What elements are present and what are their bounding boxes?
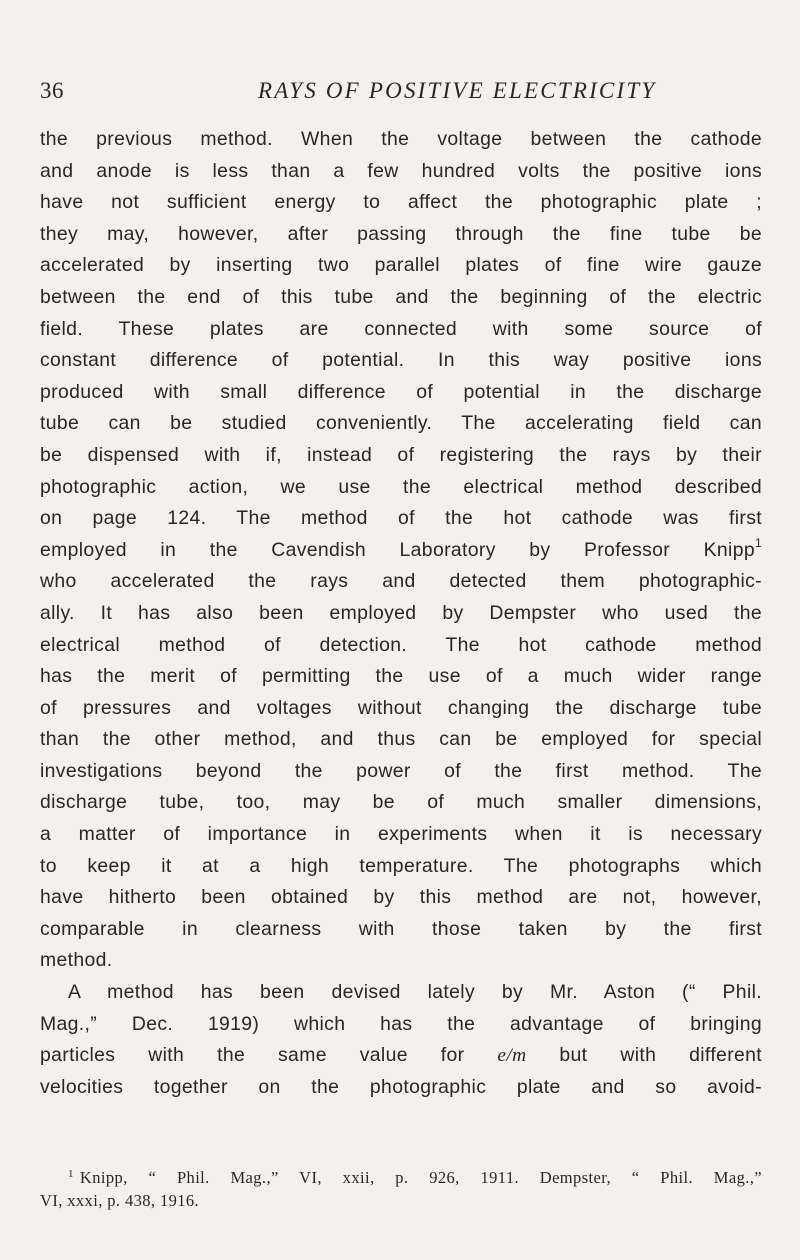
text-line: than the other method, and thus can be employed for special — [40, 728, 762, 751]
text-line: between the end of this tube and the beginning of the electric — [40, 285, 762, 308]
text-line: investigations beyond the power of the first method. The — [40, 759, 762, 782]
text-line: electrical method of detection. The hot cathode method — [40, 633, 762, 656]
text-line: velocities together on the photographic plate and so avoid- — [40, 1075, 762, 1098]
text-line: have hitherto been obtained by this method are not, however, — [40, 886, 762, 909]
text-line: field. These plates are connected with some source of — [40, 317, 762, 340]
text-line: who accelerated the rays and detected them photographic- — [40, 570, 762, 593]
text-line: Mag.,” Dec. 1919) which has the advantage of bringing — [40, 1012, 762, 1035]
text-segment: employed in the Cavendish Laboratory by Professor Knipp — [40, 538, 755, 561]
footnote-mark: 1 — [68, 1168, 74, 1180]
text-segment: but with different — [559, 1044, 763, 1067]
text-line: tube can be studied conveniently. The accelerating field can — [40, 412, 762, 435]
text-line: photographic action, we use the electrical method described — [40, 475, 762, 498]
text-line: method. — [40, 949, 113, 972]
text-line-with-formula — [40, 1040, 762, 1072]
text-line: discharge tube, too, may be of much smaller dimensions, — [40, 791, 762, 814]
text-line: of pressures and voltages without changing the discharge tube — [40, 696, 762, 719]
text-line: the previous method. When the voltage between the cathode — [40, 128, 762, 150]
text-line: have not sufficient energy to affect the photographic plate ; — [40, 191, 762, 214]
text-line: and anode is less than a few hundred volts the positive ions — [40, 159, 762, 182]
text-line: on page 124. The method of the hot cathode was first — [40, 507, 762, 530]
text-line: to keep it at a high temperature. The photographs which — [40, 854, 762, 877]
body-text — [40, 124, 762, 1103]
text-line: they may, however, after passing through the fine tube be — [40, 222, 762, 245]
page-header — [40, 78, 760, 114]
formula-e-over-m: e/m — [497, 1045, 527, 1067]
footnote-line — [40, 1166, 762, 1189]
footnote-text: Knipp, “ Phil. Mag.,” VI, xxii, p. 926, 1911. Dempster, “ Phil. Mag.,” — [79, 1168, 762, 1187]
footnote-area — [40, 1166, 762, 1212]
running-title: RAYS OF POSITIVE ELECTRICITY — [258, 78, 657, 103]
paragraph — [40, 124, 762, 977]
footnote-line: VI, xxxi, p. 438, 1916. — [40, 1191, 200, 1210]
text-line: accelerated by inserting two parallel plates of fine wire gauze — [40, 254, 762, 277]
paragraph — [40, 977, 762, 1103]
text-line-with-footnote — [40, 535, 762, 567]
text-line: ally. It has also been employed by Dempster who used the — [40, 601, 762, 624]
text-line: be dispensed with if, instead of registering the rays by their — [40, 443, 762, 466]
text-line: comparable in clearness with those taken by the first — [40, 917, 762, 940]
text-line: produced with small difference of potential in the discharge — [40, 380, 762, 403]
text-line: constant difference of potential. In this way positive ions — [40, 349, 762, 372]
text-line: a matter of importance in experiments when it is necessary — [40, 823, 762, 846]
text-line: A method has been devised lately by Mr. Aston (“ Phil. — [68, 981, 762, 1004]
text-line: has the merit of permitting the use of a much wider range — [40, 665, 762, 688]
page-number: 36 — [40, 78, 64, 103]
footnote-reference[interactable]: 1 — [754, 535, 762, 550]
text-segment: particles with the same value for — [40, 1044, 465, 1067]
